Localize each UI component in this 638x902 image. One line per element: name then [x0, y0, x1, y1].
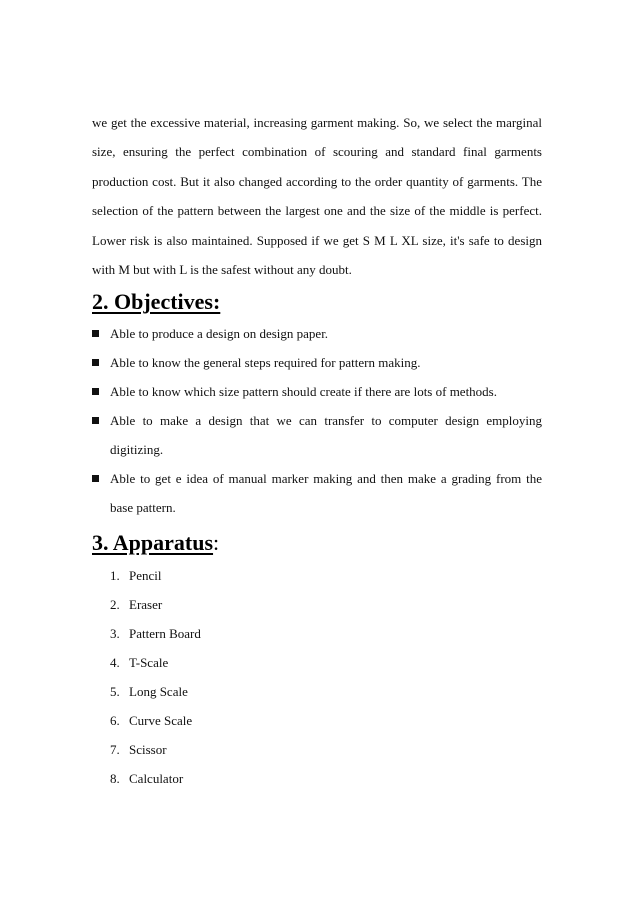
apparatus-heading-colon: : — [213, 530, 220, 555]
apparatus-item-label: Long Scale — [129, 684, 188, 699]
item-number: 8. — [110, 771, 120, 786]
apparatus-item-label: Pattern Board — [129, 626, 201, 641]
square-bullet-icon — [92, 475, 99, 482]
square-bullet-icon — [92, 388, 99, 395]
list-item — [110, 735, 201, 764]
list-item — [92, 377, 542, 406]
apparatus-heading-text: 3. Apparatus — [92, 530, 214, 555]
intro-paragraph-text: we get the excessive material, increasing garment making. So, we select the marginal size, ensuring the perfect combination of scouring and standard final garments production cost. But it also changed according to the order quantity of garments. The selection of the pattern between the largest one and the size of the middle is perfect. Lower risk is also maintained. Supposed if we get S M L XL size, it's safe to design with M but with L is the safest without any doubt. — [92, 115, 542, 278]
apparatus-item-label: Calculator — [129, 771, 184, 786]
apparatus-item-label: Eraser — [129, 597, 163, 612]
list-item — [110, 648, 201, 677]
apparatus-item-label: Pencil — [129, 568, 162, 583]
list-item — [110, 764, 201, 793]
apparatus-item-label: T-Scale — [129, 655, 169, 670]
objectives-heading-text: 2. Objectives: — [92, 289, 221, 314]
objective-text: Able to know the general steps required for pattern making. — [110, 355, 421, 370]
item-number: 6. — [110, 713, 120, 728]
list-item — [92, 319, 542, 348]
intro-paragraph — [92, 108, 542, 284]
objective-text: Able to make a design that we can transfer to computer design employing digitizing. — [110, 413, 542, 457]
list-item — [110, 706, 201, 735]
list-item — [110, 590, 201, 619]
apparatus-heading — [92, 530, 219, 556]
square-bullet-icon — [92, 359, 99, 366]
apparatus-list — [110, 561, 201, 793]
objective-text: Able to get e idea of manual marker making and then make a grading from the base pattern. — [110, 471, 542, 515]
item-number: 5. — [110, 684, 120, 699]
objectives-heading — [92, 289, 220, 315]
objective-text: Able to produce a design on design paper. — [110, 326, 329, 341]
objective-text: Able to know which size pattern should create if there are lots of methods. — [110, 384, 497, 399]
square-bullet-icon — [92, 417, 99, 424]
list-item — [92, 348, 542, 377]
square-bullet-icon — [92, 330, 99, 337]
item-number: 4. — [110, 655, 120, 670]
item-number: 2. — [110, 597, 120, 612]
item-number: 1. — [110, 568, 120, 583]
item-number: 7. — [110, 742, 120, 757]
list-item — [92, 406, 542, 464]
list-item — [110, 619, 201, 648]
list-item — [110, 561, 201, 590]
objectives-list — [92, 319, 542, 522]
item-number: 3. — [110, 626, 120, 641]
apparatus-item-label: Scissor — [129, 742, 167, 757]
list-item — [92, 464, 542, 522]
apparatus-item-label: Curve Scale — [129, 713, 193, 728]
list-item — [110, 677, 201, 706]
